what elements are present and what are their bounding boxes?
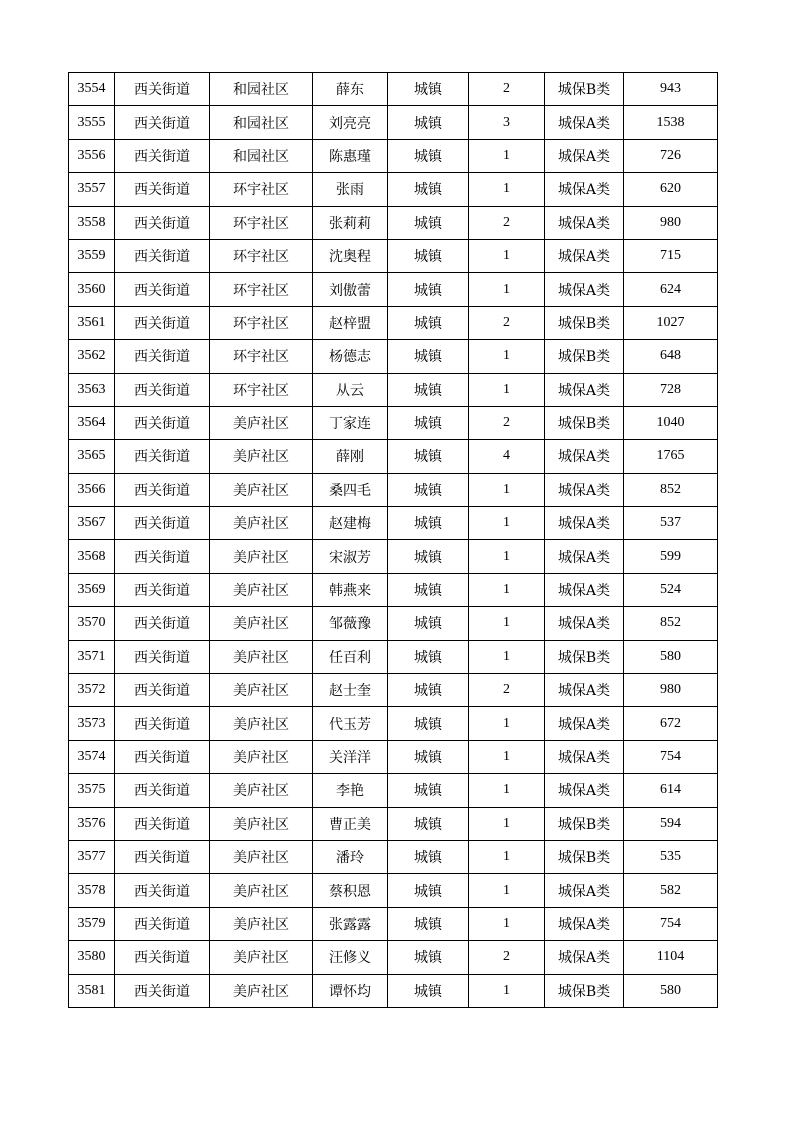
serial-number-cell: 3577 bbox=[69, 840, 115, 873]
community-cell: 环宇社区 bbox=[210, 340, 313, 373]
household-type-cell: 城镇 bbox=[388, 907, 469, 940]
serial-number-cell: 3554 bbox=[69, 73, 115, 106]
name-cell: 宋淑芳 bbox=[313, 540, 388, 573]
household-size-cell: 4 bbox=[469, 440, 545, 473]
subdistrict-cell: 西关街道 bbox=[115, 173, 210, 206]
household-type-cell: 城镇 bbox=[388, 740, 469, 773]
community-cell: 美庐社区 bbox=[210, 640, 313, 673]
household-size-cell: 1 bbox=[469, 807, 545, 840]
records-table-body bbox=[69, 73, 718, 1008]
amount-cell: 1104 bbox=[624, 941, 718, 974]
amount-cell: 715 bbox=[624, 239, 718, 272]
table-row bbox=[69, 707, 718, 740]
table-row bbox=[69, 340, 718, 373]
community-cell: 美庐社区 bbox=[210, 707, 313, 740]
name-cell: 张露露 bbox=[313, 907, 388, 940]
table-row bbox=[69, 740, 718, 773]
household-size-cell: 2 bbox=[469, 941, 545, 974]
name-cell: 杨德志 bbox=[313, 340, 388, 373]
table-row bbox=[69, 73, 718, 106]
household-size-cell: 1 bbox=[469, 340, 545, 373]
amount-cell: 1765 bbox=[624, 440, 718, 473]
amount-cell: 672 bbox=[624, 707, 718, 740]
household-size-cell: 1 bbox=[469, 840, 545, 873]
table-row bbox=[69, 206, 718, 239]
serial-number-cell: 3566 bbox=[69, 473, 115, 506]
amount-cell: 614 bbox=[624, 774, 718, 807]
household-type-cell: 城镇 bbox=[388, 941, 469, 974]
table-row bbox=[69, 640, 718, 673]
household-type-cell: 城镇 bbox=[388, 106, 469, 139]
serial-number-cell: 3572 bbox=[69, 674, 115, 707]
serial-number-cell: 3571 bbox=[69, 640, 115, 673]
name-cell: 桑四毛 bbox=[313, 473, 388, 506]
community-cell: 环宇社区 bbox=[210, 173, 313, 206]
category-cell: 城保B类 bbox=[545, 640, 624, 673]
category-cell: 城保A类 bbox=[545, 440, 624, 473]
name-cell: 邹薇豫 bbox=[313, 607, 388, 640]
community-cell: 美庐社区 bbox=[210, 507, 313, 540]
community-cell: 美庐社区 bbox=[210, 406, 313, 439]
table-row bbox=[69, 607, 718, 640]
table-row bbox=[69, 573, 718, 606]
category-cell: 城保A类 bbox=[545, 507, 624, 540]
household-size-cell: 2 bbox=[469, 406, 545, 439]
category-cell: 城保B类 bbox=[545, 807, 624, 840]
amount-cell: 524 bbox=[624, 573, 718, 606]
name-cell: 刘亮亮 bbox=[313, 106, 388, 139]
table-row bbox=[69, 774, 718, 807]
household-type-cell: 城镇 bbox=[388, 874, 469, 907]
subdistrict-cell: 西关街道 bbox=[115, 473, 210, 506]
name-cell: 张莉莉 bbox=[313, 206, 388, 239]
category-cell: 城保A类 bbox=[545, 874, 624, 907]
subdistrict-cell: 西关街道 bbox=[115, 907, 210, 940]
serial-number-cell: 3578 bbox=[69, 874, 115, 907]
household-type-cell: 城镇 bbox=[388, 607, 469, 640]
household-size-cell: 1 bbox=[469, 139, 545, 172]
table-row bbox=[69, 974, 718, 1007]
category-cell: 城保A类 bbox=[545, 540, 624, 573]
subdistrict-cell: 西关街道 bbox=[115, 507, 210, 540]
household-type-cell: 城镇 bbox=[388, 507, 469, 540]
subdistrict-cell: 西关街道 bbox=[115, 206, 210, 239]
name-cell: 赵建梅 bbox=[313, 507, 388, 540]
household-type-cell: 城镇 bbox=[388, 306, 469, 339]
household-type-cell: 城镇 bbox=[388, 340, 469, 373]
name-cell: 薛东 bbox=[313, 73, 388, 106]
name-cell: 赵士奎 bbox=[313, 674, 388, 707]
table-row bbox=[69, 373, 718, 406]
category-cell: 城保B类 bbox=[545, 974, 624, 1007]
household-type-cell: 城镇 bbox=[388, 206, 469, 239]
category-cell: 城保A类 bbox=[545, 173, 624, 206]
household-size-cell: 2 bbox=[469, 674, 545, 707]
subdistrict-cell: 西关街道 bbox=[115, 340, 210, 373]
household-type-cell: 城镇 bbox=[388, 807, 469, 840]
community-cell: 美庐社区 bbox=[210, 974, 313, 1007]
amount-cell: 535 bbox=[624, 840, 718, 873]
amount-cell: 980 bbox=[624, 674, 718, 707]
community-cell: 美庐社区 bbox=[210, 941, 313, 974]
category-cell: 城保A类 bbox=[545, 106, 624, 139]
name-cell: 薛刚 bbox=[313, 440, 388, 473]
amount-cell: 537 bbox=[624, 507, 718, 540]
amount-cell: 754 bbox=[624, 907, 718, 940]
household-size-cell: 1 bbox=[469, 774, 545, 807]
serial-number-cell: 3579 bbox=[69, 907, 115, 940]
community-cell: 环宇社区 bbox=[210, 239, 313, 272]
category-cell: 城保A类 bbox=[545, 941, 624, 974]
name-cell: 丁家连 bbox=[313, 406, 388, 439]
household-type-cell: 城镇 bbox=[388, 840, 469, 873]
serial-number-cell: 3574 bbox=[69, 740, 115, 773]
table-row bbox=[69, 306, 718, 339]
household-type-cell: 城镇 bbox=[388, 473, 469, 506]
serial-number-cell: 3573 bbox=[69, 707, 115, 740]
category-cell: 城保A类 bbox=[545, 707, 624, 740]
table-row bbox=[69, 807, 718, 840]
household-size-cell: 3 bbox=[469, 106, 545, 139]
subdistrict-cell: 西关街道 bbox=[115, 373, 210, 406]
serial-number-cell: 3563 bbox=[69, 373, 115, 406]
serial-number-cell: 3555 bbox=[69, 106, 115, 139]
community-cell: 美庐社区 bbox=[210, 907, 313, 940]
name-cell: 任百利 bbox=[313, 640, 388, 673]
community-cell: 美庐社区 bbox=[210, 473, 313, 506]
category-cell: 城保A类 bbox=[545, 139, 624, 172]
community-cell: 环宇社区 bbox=[210, 206, 313, 239]
community-cell: 美庐社区 bbox=[210, 807, 313, 840]
category-cell: 城保A类 bbox=[545, 674, 624, 707]
amount-cell: 624 bbox=[624, 273, 718, 306]
household-size-cell: 1 bbox=[469, 707, 545, 740]
household-size-cell: 1 bbox=[469, 273, 545, 306]
table-row bbox=[69, 473, 718, 506]
household-size-cell: 1 bbox=[469, 907, 545, 940]
community-cell: 和园社区 bbox=[210, 106, 313, 139]
subdistrict-cell: 西关街道 bbox=[115, 139, 210, 172]
table-row bbox=[69, 406, 718, 439]
household-size-cell: 2 bbox=[469, 306, 545, 339]
community-cell: 美庐社区 bbox=[210, 540, 313, 573]
serial-number-cell: 3561 bbox=[69, 306, 115, 339]
category-cell: 城保A类 bbox=[545, 273, 624, 306]
household-type-cell: 城镇 bbox=[388, 707, 469, 740]
community-cell: 环宇社区 bbox=[210, 373, 313, 406]
category-cell: 城保A类 bbox=[545, 573, 624, 606]
name-cell: 谭怀均 bbox=[313, 974, 388, 1007]
category-cell: 城保B类 bbox=[545, 406, 624, 439]
category-cell: 城保A类 bbox=[545, 239, 624, 272]
household-size-cell: 1 bbox=[469, 740, 545, 773]
subdistrict-cell: 西关街道 bbox=[115, 774, 210, 807]
subdistrict-cell: 西关街道 bbox=[115, 707, 210, 740]
subdistrict-cell: 西关街道 bbox=[115, 273, 210, 306]
subdistrict-cell: 西关街道 bbox=[115, 306, 210, 339]
serial-number-cell: 3559 bbox=[69, 239, 115, 272]
household-size-cell: 1 bbox=[469, 173, 545, 206]
category-cell: 城保A类 bbox=[545, 907, 624, 940]
table-row bbox=[69, 173, 718, 206]
table-row bbox=[69, 139, 718, 172]
amount-cell: 980 bbox=[624, 206, 718, 239]
name-cell: 潘玲 bbox=[313, 840, 388, 873]
household-type-cell: 城镇 bbox=[388, 640, 469, 673]
subdistrict-cell: 西关街道 bbox=[115, 941, 210, 974]
serial-number-cell: 3560 bbox=[69, 273, 115, 306]
serial-number-cell: 3564 bbox=[69, 406, 115, 439]
amount-cell: 1027 bbox=[624, 306, 718, 339]
household-type-cell: 城镇 bbox=[388, 273, 469, 306]
household-size-cell: 1 bbox=[469, 974, 545, 1007]
amount-cell: 943 bbox=[624, 73, 718, 106]
table-row bbox=[69, 239, 718, 272]
serial-number-cell: 3581 bbox=[69, 974, 115, 1007]
category-cell: 城保A类 bbox=[545, 206, 624, 239]
amount-cell: 728 bbox=[624, 373, 718, 406]
table-row bbox=[69, 540, 718, 573]
community-cell: 美庐社区 bbox=[210, 607, 313, 640]
subdistrict-cell: 西关街道 bbox=[115, 974, 210, 1007]
household-size-cell: 1 bbox=[469, 373, 545, 406]
name-cell: 韩燕来 bbox=[313, 573, 388, 606]
household-size-cell: 2 bbox=[469, 73, 545, 106]
serial-number-cell: 3557 bbox=[69, 173, 115, 206]
table-row bbox=[69, 874, 718, 907]
household-type-cell: 城镇 bbox=[388, 573, 469, 606]
name-cell: 关洋洋 bbox=[313, 740, 388, 773]
serial-number-cell: 3568 bbox=[69, 540, 115, 573]
subdistrict-cell: 西关街道 bbox=[115, 740, 210, 773]
subdistrict-cell: 西关街道 bbox=[115, 874, 210, 907]
table-row bbox=[69, 440, 718, 473]
category-cell: 城保B类 bbox=[545, 73, 624, 106]
name-cell: 赵梓盟 bbox=[313, 306, 388, 339]
amount-cell: 580 bbox=[624, 974, 718, 1007]
category-cell: 城保A类 bbox=[545, 774, 624, 807]
community-cell: 美庐社区 bbox=[210, 740, 313, 773]
category-cell: 城保B类 bbox=[545, 340, 624, 373]
community-cell: 美庐社区 bbox=[210, 573, 313, 606]
name-cell: 李艳 bbox=[313, 774, 388, 807]
community-cell: 美庐社区 bbox=[210, 874, 313, 907]
household-type-cell: 城镇 bbox=[388, 139, 469, 172]
serial-number-cell: 3570 bbox=[69, 607, 115, 640]
household-size-cell: 1 bbox=[469, 473, 545, 506]
serial-number-cell: 3562 bbox=[69, 340, 115, 373]
community-cell: 环宇社区 bbox=[210, 273, 313, 306]
table-row bbox=[69, 273, 718, 306]
category-cell: 城保A类 bbox=[545, 373, 624, 406]
table-row bbox=[69, 106, 718, 139]
name-cell: 蔡积恩 bbox=[313, 874, 388, 907]
household-type-cell: 城镇 bbox=[388, 440, 469, 473]
category-cell: 城保A类 bbox=[545, 740, 624, 773]
serial-number-cell: 3565 bbox=[69, 440, 115, 473]
amount-cell: 1040 bbox=[624, 406, 718, 439]
household-type-cell: 城镇 bbox=[388, 974, 469, 1007]
serial-number-cell: 3556 bbox=[69, 139, 115, 172]
name-cell: 沈奥程 bbox=[313, 239, 388, 272]
name-cell: 从云 bbox=[313, 373, 388, 406]
category-cell: 城保A类 bbox=[545, 607, 624, 640]
name-cell: 汪修义 bbox=[313, 941, 388, 974]
table-row bbox=[69, 507, 718, 540]
serial-number-cell: 3567 bbox=[69, 507, 115, 540]
table-row bbox=[69, 674, 718, 707]
amount-cell: 726 bbox=[624, 139, 718, 172]
serial-number-cell: 3575 bbox=[69, 774, 115, 807]
name-cell: 代玉芳 bbox=[313, 707, 388, 740]
household-size-cell: 1 bbox=[469, 874, 545, 907]
community-cell: 美庐社区 bbox=[210, 840, 313, 873]
amount-cell: 754 bbox=[624, 740, 718, 773]
subdistrict-cell: 西关街道 bbox=[115, 840, 210, 873]
community-cell: 美庐社区 bbox=[210, 774, 313, 807]
subdistrict-cell: 西关街道 bbox=[115, 640, 210, 673]
household-type-cell: 城镇 bbox=[388, 674, 469, 707]
serial-number-cell: 3569 bbox=[69, 573, 115, 606]
name-cell: 刘傲蕾 bbox=[313, 273, 388, 306]
table-row bbox=[69, 907, 718, 940]
amount-cell: 852 bbox=[624, 607, 718, 640]
household-size-cell: 1 bbox=[469, 640, 545, 673]
serial-number-cell: 3580 bbox=[69, 941, 115, 974]
amount-cell: 852 bbox=[624, 473, 718, 506]
household-size-cell: 2 bbox=[469, 206, 545, 239]
category-cell: 城保A类 bbox=[545, 473, 624, 506]
subdistrict-cell: 西关街道 bbox=[115, 106, 210, 139]
subdistrict-cell: 西关街道 bbox=[115, 573, 210, 606]
household-type-cell: 城镇 bbox=[388, 406, 469, 439]
household-type-cell: 城镇 bbox=[388, 774, 469, 807]
subdistrict-cell: 西关街道 bbox=[115, 73, 210, 106]
name-cell: 曹正美 bbox=[313, 807, 388, 840]
amount-cell: 620 bbox=[624, 173, 718, 206]
household-size-cell: 1 bbox=[469, 239, 545, 272]
household-type-cell: 城镇 bbox=[388, 173, 469, 206]
subdistrict-cell: 西关街道 bbox=[115, 607, 210, 640]
subdistrict-cell: 西关街道 bbox=[115, 807, 210, 840]
records-table bbox=[68, 72, 718, 1008]
household-size-cell: 1 bbox=[469, 540, 545, 573]
serial-number-cell: 3558 bbox=[69, 206, 115, 239]
serial-number-cell: 3576 bbox=[69, 807, 115, 840]
amount-cell: 1538 bbox=[624, 106, 718, 139]
household-type-cell: 城镇 bbox=[388, 239, 469, 272]
subdistrict-cell: 西关街道 bbox=[115, 239, 210, 272]
name-cell: 陈惠瑾 bbox=[313, 139, 388, 172]
subdistrict-cell: 西关街道 bbox=[115, 406, 210, 439]
amount-cell: 594 bbox=[624, 807, 718, 840]
name-cell: 张雨 bbox=[313, 173, 388, 206]
household-size-cell: 1 bbox=[469, 573, 545, 606]
community-cell: 美庐社区 bbox=[210, 674, 313, 707]
table-row bbox=[69, 840, 718, 873]
amount-cell: 582 bbox=[624, 874, 718, 907]
community-cell: 和园社区 bbox=[210, 139, 313, 172]
amount-cell: 599 bbox=[624, 540, 718, 573]
subdistrict-cell: 西关街道 bbox=[115, 440, 210, 473]
community-cell: 和园社区 bbox=[210, 73, 313, 106]
community-cell: 美庐社区 bbox=[210, 440, 313, 473]
household-size-cell: 1 bbox=[469, 507, 545, 540]
table-row bbox=[69, 941, 718, 974]
amount-cell: 648 bbox=[624, 340, 718, 373]
household-type-cell: 城镇 bbox=[388, 540, 469, 573]
subdistrict-cell: 西关街道 bbox=[115, 674, 210, 707]
household-type-cell: 城镇 bbox=[388, 73, 469, 106]
community-cell: 环宇社区 bbox=[210, 306, 313, 339]
household-type-cell: 城镇 bbox=[388, 373, 469, 406]
amount-cell: 580 bbox=[624, 640, 718, 673]
subdistrict-cell: 西关街道 bbox=[115, 540, 210, 573]
category-cell: 城保B类 bbox=[545, 306, 624, 339]
household-size-cell: 1 bbox=[469, 607, 545, 640]
category-cell: 城保B类 bbox=[545, 840, 624, 873]
